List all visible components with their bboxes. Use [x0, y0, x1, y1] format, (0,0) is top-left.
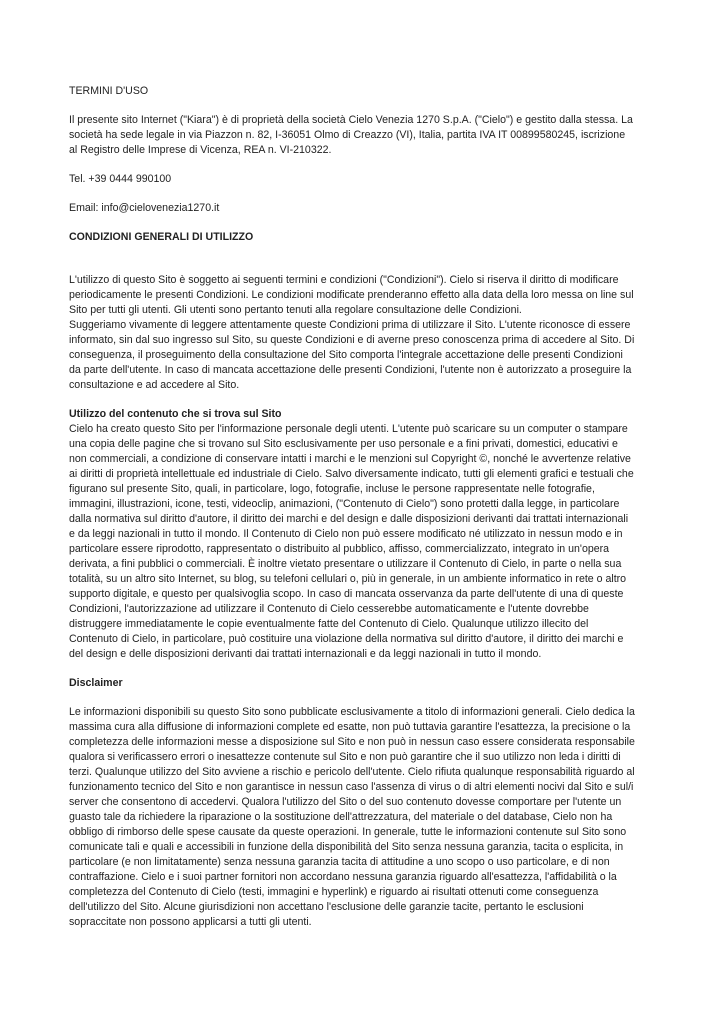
- conditions-paragraph: L'utilizzo di questo Sito è soggetto ai seguenti termini e condizioni ("Condizioni"). Cielo si riserva il diritto di modificare periodicamente le presenti Condizioni. Le condizioni modificate prenderanno effetto alla data della loro messa on line sul Sito per tutti gli utenti. Gli utenti sono pertanto tenuti alla regolare consultazione delle Condizioni. Suggeriamo vivamente di leggere attentamente queste Condizioni prima di utilizzare il Sito. L'utente riconosce di essere informato, sin dal suo ingresso sul Sito, su queste Condizioni e di averne preso conoscenza prima di accedere al Sito. Di conseguenza, il proseguimento della consultazione del Sito comporta l'integrale accettazione delle presenti Condizioni da parte dell'utente. In caso di mancata accettazione delle presenti Condizioni, l'utente non è autorizzato a proseguire la consultazione e ad accedere al Sito.: [69, 274, 635, 391]
- content-usage-heading: Utilizzo del contenuto che si trova sul Sito: [69, 408, 282, 420]
- disclaimer-heading: Disclaimer: [69, 677, 123, 689]
- intro-paragraph: Il presente sito Internet ("Kiara") è di proprietà della società Cielo Venezia 1270 S.p.A. ("Cielo") e gestito dalla stessa. La società ha sede legale in via Piazzon n. 82, I-36051 Olmo di Creazzo (VI), Italia, partita IVA IT 00899580245, iscrizione al Registro delle Imprese di Vicenza, REA n. VI-210322.: [69, 114, 633, 156]
- email-line: Email: info@cielovenezia1270.it: [69, 202, 220, 214]
- telephone-line: Tel. +39 0444 990100: [69, 173, 172, 185]
- content-usage-paragraph: Cielo ha creato questo Sito per l'informazione personale degli utenti. L'utente può scaricare su un computer o stampare una copia delle pagine che si trovano sul Sito esclusivamente per uso personale e a fini privati, domestici, educativi e non commerciali, a condizione di conservare intatti i marchi e le menzioni sul Copyright ©, nonché le avvertenze relative ai diritti di proprietà intellettuale ed industriale di Cielo. Salvo diversamente indicato, tutti gli elementi grafici e testuali che figurano sul presente Sito, quali, in particolare, logo, fotografie, incluse le persone rappresentate nelle fotografie, immagini, illustrazioni, icone, testi, videoclip, animazioni, ("Contenuto di Cielo") sono protetti dalla legge, in particolare dalla normativa sul diritto d'autore, il diritto dei marchi e del design e dalle disposizioni derivanti dai trattati internazionali e da leggi nazionali in tutto il mondo. Il Contenuto di Cielo non può essere modificato né utilizzato in nessun modo e in particolare essere riprodotto, rappresentato o distribuito al pubblico, affisso, commercializzato, integrato in un'opera derivata, a fini pubblici o commerciali. È inoltre vietato presentare o utilizzare il Contenuto di Cielo, in parte o nella sua totalità, su un altro sito Internet, su blog, su telefoni cellulari o, più in generale, in un ambiente informatico in rete o altro supporto digitale, e questo per qualsivoglia scopo. In caso di mancata osservanza da parte dell'utente di una di queste Condizioni, l'autorizzazione ad utilizzare il Contenuto di Cielo cesserebbe automaticamente e l'utente dovrebbe distruggere immediatamente le copie eventualmente fatte del Contenuto di Cielo. Qualunque utilizzo illecito del Contenuto di Cielo, in particolare, può costituire una violazione della normativa sul diritto d'autore, il diritto dei marchi e del design e delle disposizioni derivanti dai trattati internazionali e da leggi nazionali in tutto il mondo.: [69, 423, 634, 660]
- conditions-heading: CONDIZIONI GENERALI DI UTILIZZO: [69, 231, 254, 243]
- document-page: [69, 84, 657, 930]
- page-title: TERMINI D'USO: [69, 85, 149, 97]
- disclaimer-paragraph: Le informazioni disponibili su questo Sito sono pubblicate esclusivamente a titolo di informazioni generali. Cielo dedica la massima cura alla diffusione di informazioni complete ed esatte, non può tuttavia garantire l'esattezza, la precisione o la completezza delle informazioni messe a disposizione sul Sito e non può in nessun caso essere considerata responsabile qualora si verificassero errori o inesattezze contenute sul Sito e non può garantire che il suo utilizzo non leda i diritti di terzi. Qualunque utilizzo del Sito avviene a rischio e pericolo dell'utente. Cielo rifiuta qualunque responsabilità riguardo al funzionamento tecnico del Sito e non garantisce in nessun caso l'assenza di virus o di altri elementi nocivi dal Sito e sul/i server che consentono di accedervi. Qualora l'utilizzo del Sito o del suo contenuto dovesse comportare per l'utente un guasto tale da richiedere la riparazione o la sostituzione dell'attrezzatura, del materiale o del database, Cielo non ha obbligo di rimborso delle spese causate da queste operazioni. In generale, tutte le informazioni contenute sul Sito sono comunicate tali e quali e accessibili in funzione della disponibilità del Sito senza nessuna garanzia, tacita o esplicita, in particolare (e non limitatamente) senza nessuna garanzia tacita di attitudine a uno scopo o uso particolare, e di non contraffazione. Cielo e i suoi partner fornitori non accordano nessuna garanzia riguardo all'esattezza, l'affidabilità o la completezza del Contenuto di Cielo (testi, immagini e hyperlink) e riguardo ai risultati ottenuti come conseguenza dell'utilizzo del Sito. Alcune giurisdizioni non accettano l'esclusione delle garanzie tacite, pertanto le esclusioni sopraccitate non possono applicarsi a tutti gli utenti.: [69, 706, 635, 928]
